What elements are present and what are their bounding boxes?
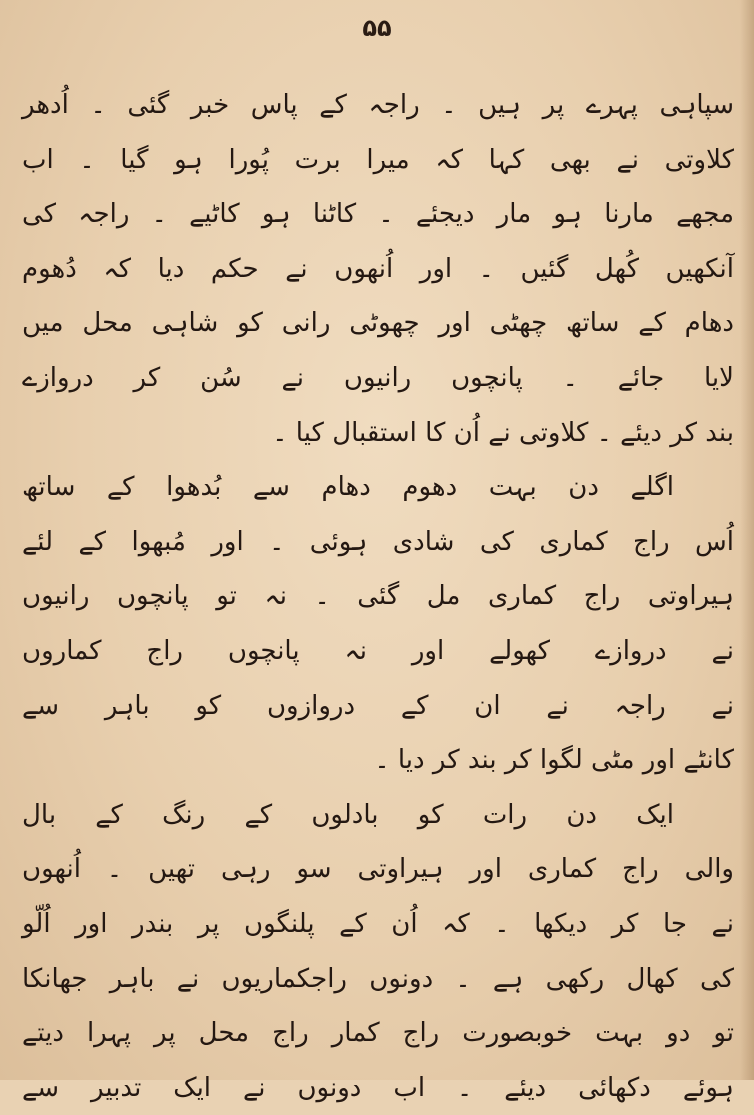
text-line-9: اُس راج کماری کی شادی ہوئی ۔ اور مُبھوا کے لئے: [22, 526, 734, 557]
text-line-13: کانٹے اور مٹی لگوا کر بند کر دیا ۔: [374, 745, 734, 776]
text-line-4: آنکھیں کُھل گئیں ۔ اور اُنھوں نے حکم دیا کہ دُھوم: [22, 253, 734, 284]
text-line-12: نے راجہ نے ان کے دروازوں کو باہر سے: [22, 690, 734, 721]
text-line-11: نے دروازے کھولے اور نہ پانچوں راج کماروں: [22, 635, 734, 666]
text-line-10: ہیراوتی راج کماری مل گئی ۔ نہ تو پانچوں رانیوں: [22, 581, 734, 612]
text-line-1: سپاہی پہرے پر ہیں ۔ راجہ کے پاس خبر گئی ۔ اُدھر: [22, 90, 734, 120]
page-number: ۵۵: [362, 14, 392, 42]
text-line-18: تو دو بہت خوبصورت راج کمار راج محل پر پہرا دیتے: [22, 1018, 734, 1049]
page-edge-shadow: [740, 0, 754, 1080]
text-line-5: دھام کے ساتھ چھٹی اور چھوٹی رانی کو شاہی محل میں: [22, 308, 734, 339]
text-line-2: کلاوتی نے بھی کہا کہ میرا برت پُورا ہو گیا ۔ اب: [22, 144, 734, 175]
text-line-19: ہوئے دکھائی دیئے ۔ اب دونوں نے ایک تدبیر سے: [22, 1072, 734, 1103]
text-line-7: بند کر دیئے ۔ کلاوتی نے اُن کا استقبال کیا ۔: [272, 417, 734, 448]
text-line-8: اگلے دن بہت دھوم دھام سے بُدھوا کے ساتھ: [22, 472, 674, 503]
urdu-text-body: [22, 78, 734, 1115]
text-line-3: مجھے مارنا ہو مار دیجئے ۔ کاٹنا ہو کاٹیے ۔ راجہ کی: [22, 199, 734, 230]
text-line-16: نے جا کر دیکھا ۔ کہ اُن کے پلنگوں پر بندر اور اُلّو: [22, 908, 734, 939]
text-line-17: کی کھال رکھی ہے ۔ دونوں راجکماریوں نے باہر جھانکا: [22, 963, 734, 994]
text-line-15: والی راج کماری اور ہیراوتی سو رہی تھیں ۔ اُنھوں: [22, 854, 734, 885]
text-line-6: لایا جائے ۔ پانچوں رانیوں نے سُن کر دروازے: [22, 362, 734, 393]
text-line-14: ایک دن رات کو بادلوں کے رنگ کے بال: [22, 799, 674, 830]
